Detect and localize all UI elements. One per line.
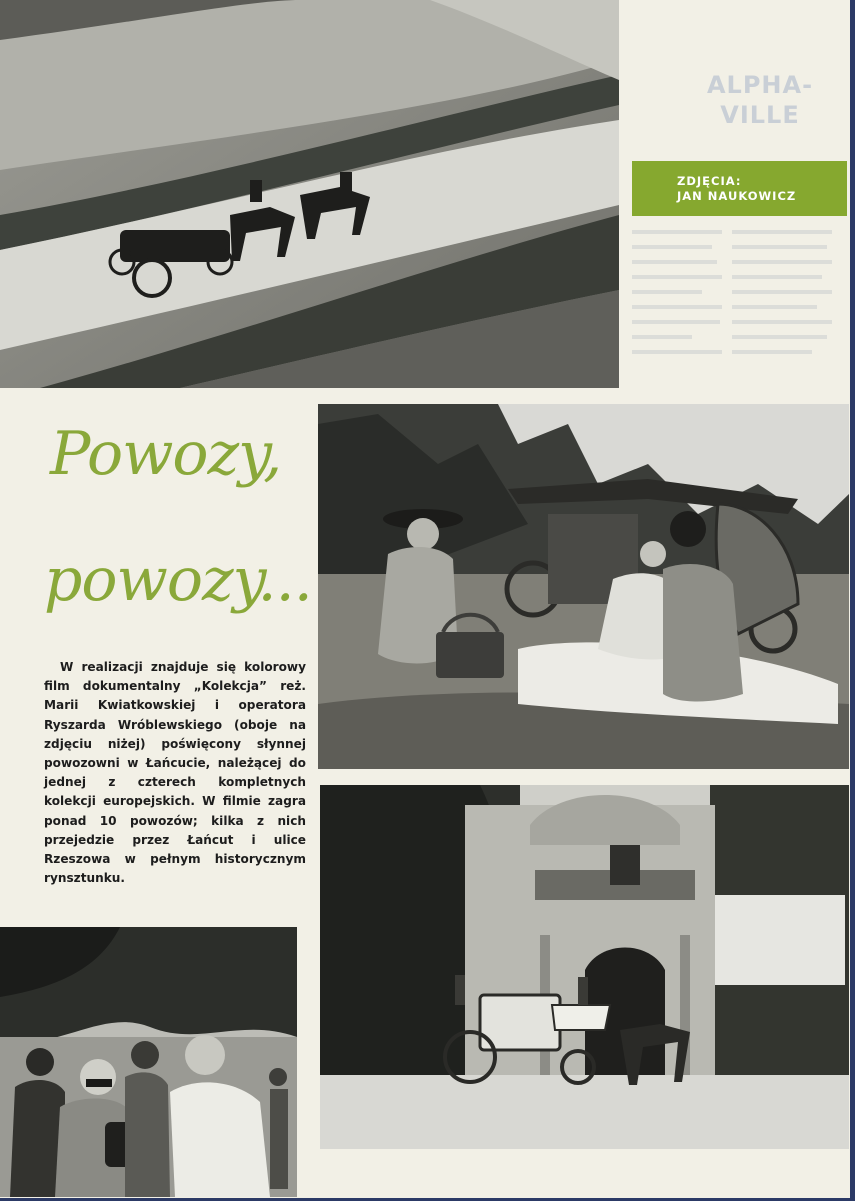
page-edge-right	[850, 0, 855, 1201]
article-body-text: W realizacji znajduje się kolorowy film dokumentalny „Kolekcja” reż. Marii Kwiatkowskiej i operatora Ryszarda Wróblewskiego (oboje na zdjęciu niżej) poświęcony słynnej powozowni w Łańcucie, należącej do jednej z czterech kompletnych kolekcji europejskich. W filmie zagra ponad 10 powozów; kilka z nich przejedzie przez Łańcut i ulice Rzeszowa w pełnym historycznym rynsztunku.	[44, 660, 306, 886]
article-title-line-2: powozy...	[44, 545, 312, 615]
photo-carriage-in-park	[0, 0, 619, 388]
photo-picnic-scene	[318, 404, 849, 769]
photo-film-crew	[0, 927, 297, 1197]
photo-credit-label: ZDJĘCIA:	[677, 174, 742, 188]
bleed-through-heading-line-1: ALPHA-	[706, 71, 814, 99]
bleed-through-heading-line-2: VILLE	[720, 101, 800, 129]
bleed-through-heading	[700, 70, 820, 130]
article-title-line-1: Powozy,	[50, 419, 282, 489]
photo-credit-box	[632, 161, 847, 216]
photo-credit-name: JAN NAUKOWICZ	[677, 189, 797, 203]
photo-palace-carriage	[320, 785, 849, 1149]
